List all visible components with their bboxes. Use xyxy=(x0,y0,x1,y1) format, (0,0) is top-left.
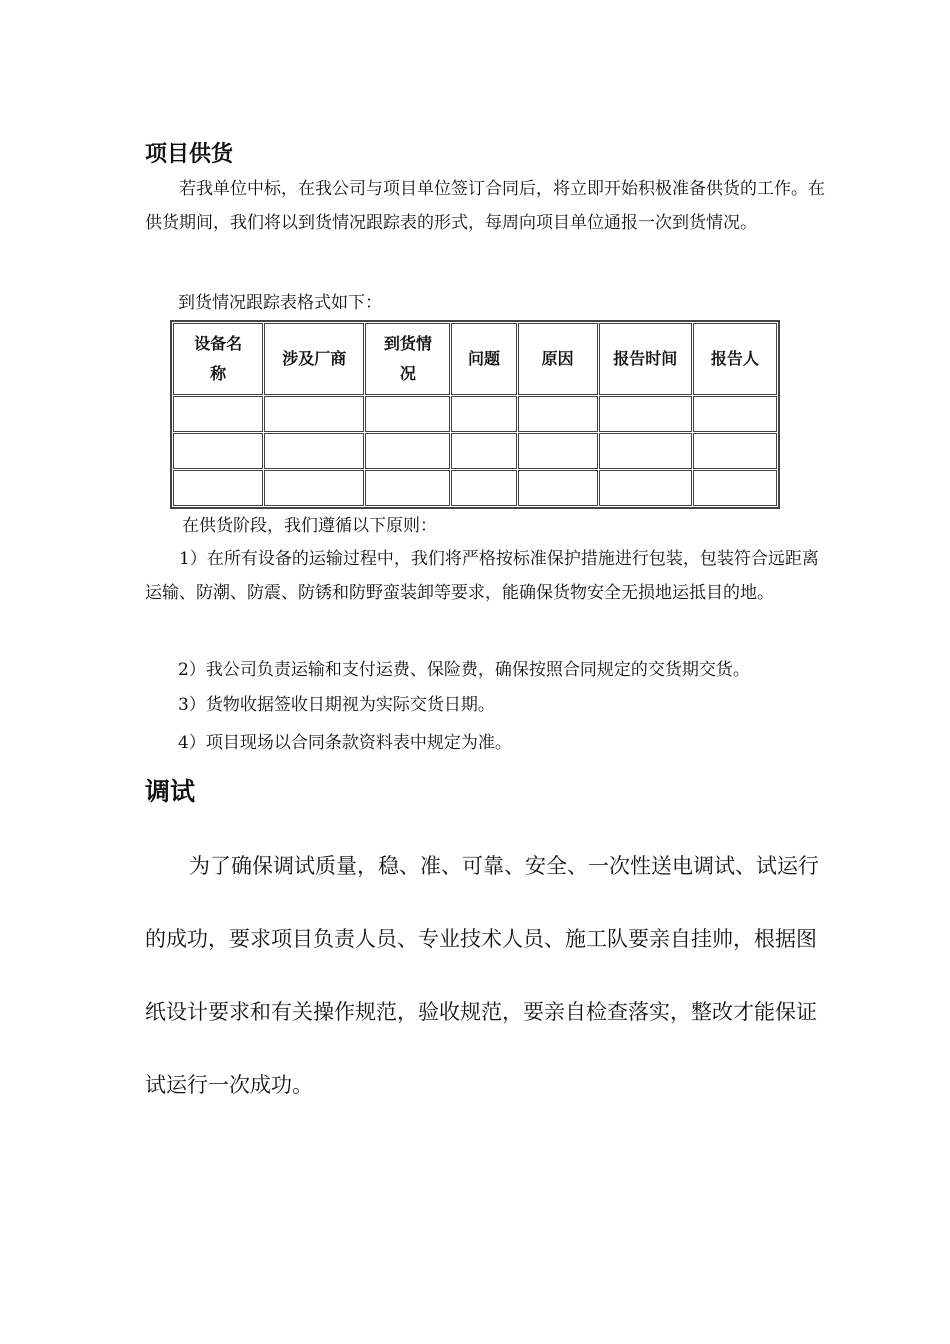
table-cell xyxy=(451,433,516,469)
table-cell xyxy=(518,470,598,506)
principles-intro-text: 在供货阶段，我们遵循以下原则： xyxy=(182,516,437,536)
header-equipment-name: 设备名称 xyxy=(173,323,263,395)
table-intro-text: 到货情况跟踪表格式如下： xyxy=(178,293,382,313)
debug-paragraph: 为了确保调试质量，稳、准、可靠、安全、一次性送电调试、试运行的成功，要求项目负责人员、专业技术人员、施工队要亲自挂帅，根据图纸设计要求和有关操作规范，验收规范，要亲自检查落实，整改才能保证试运行一次成功。 xyxy=(145,854,819,1097)
table-cell xyxy=(599,470,692,506)
header-report-time: 报告时间 xyxy=(599,323,692,395)
table-cell xyxy=(518,396,598,432)
table-cell xyxy=(173,470,263,506)
header-reason: 原因 xyxy=(518,323,598,395)
delivery-tracking-table xyxy=(170,320,780,509)
table-cell xyxy=(365,433,450,469)
table-cell xyxy=(365,470,450,506)
table-cell xyxy=(599,433,692,469)
header-delivery-status: 到货情况 xyxy=(365,323,450,395)
table-cell xyxy=(451,470,516,506)
table-row xyxy=(173,433,777,469)
table-cell xyxy=(173,396,263,432)
table-row xyxy=(173,396,777,432)
principle-1-paragraph: 1）在所有设备的运输过程中，我们将严格按标准保护措施进行包装，包装符合远距离运输、防潮、防震、防锈和防野蛮装卸等要求，能确保货物安全无损地运抵目的地。 xyxy=(145,549,819,603)
header-manufacturer: 涉及厂商 xyxy=(264,323,364,395)
principle-4-text: 4）项目现场以合同条款资料表中规定为准。 xyxy=(178,733,512,753)
table-cell xyxy=(693,396,777,432)
table-cell xyxy=(693,433,777,469)
table-header-row xyxy=(173,323,777,395)
principle-3-text: 3）货物收据签收日期视为实际交货日期。 xyxy=(178,695,495,715)
table-cell xyxy=(173,433,263,469)
supply-intro-paragraph: 若我单位中标，在我公司与项目单位签订合同后，将立即开始积极准备供货的工作。在供货期间，我们将以到货情况跟踪表的形式，每周向项目单位通报一次到货情况。 xyxy=(145,179,825,233)
table-cell xyxy=(365,396,450,432)
table-cell xyxy=(264,396,364,432)
table-cell xyxy=(451,396,516,432)
table-cell xyxy=(599,396,692,432)
table-cell xyxy=(264,470,364,506)
header-reporter: 报告人 xyxy=(693,323,777,395)
principle-2-text: 2）我公司负责运输和支付运费、保险费，确保按照合同规定的交货期交货。 xyxy=(178,660,750,680)
section-heading-debug: 调试 xyxy=(145,777,196,806)
table-cell xyxy=(264,433,364,469)
table-cell xyxy=(693,470,777,506)
table-cell xyxy=(518,433,598,469)
table-row xyxy=(173,470,777,506)
section-heading-supply: 项目供货 xyxy=(145,142,234,167)
header-problem: 问题 xyxy=(451,323,516,395)
